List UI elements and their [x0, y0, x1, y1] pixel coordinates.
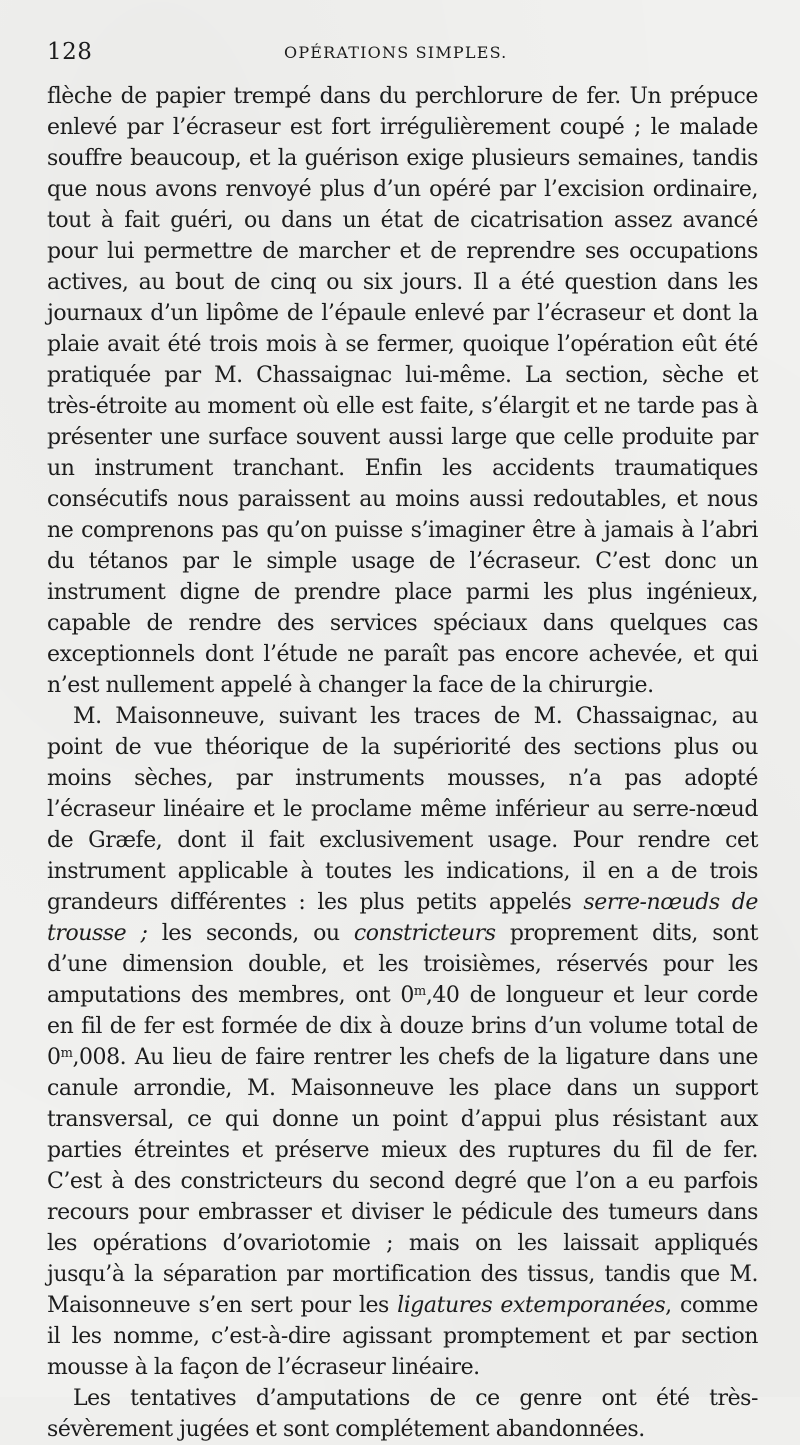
running-title: OPÉRATIONS SIMPLES. [284, 43, 508, 62]
paragraph-2-text-5: ,008. Au lieu de faire rentrer les chefs de la ligature dans une canule arrondie, M. Maisonneuve les place dans un support transversal, ce qui donne un point d’appui plus résistant aux parties étreintes et préserve mieux des ruptures du fil de fer. C’est à des constricteurs du second degré que l’on a eu parfois recours pour embrasser et diviser le pédicule des tumeurs dans les opérations d’ovariotomie ; mais on les laissait appliqués jusqu’à la séparation par mortification des tissus, tandis que M. Maisonneuve s’en sert pour les [47, 1045, 758, 1318]
paragraph-2-italic-2: constricteurs [353, 921, 496, 946]
paragraph-2-text-2: les seconds, ou [147, 921, 354, 946]
body-text [47, 81, 758, 1445]
paragraph-2 [47, 701, 758, 1383]
paragraph-2-text-4: ,40 de longueur et leur corde en fil de fer est formée de dix à douze brins d’un volume total de 0 [47, 983, 758, 1070]
paragraph-2-superscript-2: m [60, 1046, 73, 1061]
paragraph-1 [47, 81, 758, 701]
paragraph-2-text-3: proprement dits, sont d’une dimension double, et les troisièmes, réservés pour les amputations des membres, ont 0 [47, 921, 758, 1008]
running-head [47, 33, 758, 71]
paragraph-2-text-6: , comme il les nomme, c’est-à-dire agissant promptement et par section mousse à la façon de l’écraseur linéaire. [47, 1293, 758, 1380]
paragraph-2-superscript-1: m [413, 984, 426, 999]
page-number: 128 [47, 39, 93, 65]
paragraph-2-italic-1: serre-nœuds de trousse ; [47, 890, 758, 946]
paragraph-3 [47, 1383, 758, 1445]
paragraph-2-text-1: M. Maisonneuve, suivant les traces de M. Chassaignac, au point de vue théorique de la supériorité des sections plus ou moins sèches, par instruments mousses, n’a pas adopté l’écraseur linéaire et le proclame même inférieur au serre-nœud de Græfe, dont il fait exclusivement usage. Pour rendre cet instrument applicable à toutes les indications, il en a de trois grandeurs différentes : les plus petits appelés [47, 704, 758, 915]
paragraph-1-text: flèche de papier trempé dans du perchlorure de fer. Un prépuce enlevé par l’écraseur est fort irrégulièrement coupé ; le malade souffre beaucoup, et la guérison exige plusieurs semaines, tandis que nous avons renvoyé plus d’un opéré par l’excision ordinaire, tout à fait guéri, ou dans un état de cicatrisation assez avancé pour lui permettre de marcher et de reprendre ses occupations actives, au bout de cinq ou six jours. Il a été question dans les journaux d’un lipôme de l’épaule enlevé par l’écraseur et dont la plaie avait été trois mois à se fermer, quoique l’opération eût été pratiquée par M. Chassaignac lui-même. La section, sèche et très-étroite au moment où elle est faite, s’élargit et ne tarde pas à présenter une surface souvent aussi large que celle produite par un instrument tranchant. Enfin les accidents traumatiques consécutifs nous paraissent au moins aussi redoutables, et nous ne comprenons pas qu’on puisse s’imaginer être à jamais à l’abri du tétanos par le simple usage de l’écraseur. C’est donc un instrument digne de prendre place parmi les plus ingénieux, capable de rendre des services spéciaux dans quelques cas exceptionnels dont l’étude ne paraît pas encore achevée, et qui n’est nullement appelé à changer la face de la chirurgie. [47, 84, 758, 698]
paragraph-3-text: Les tentatives d’amputations de ce genre ont été très-sévèrement jugées et sont complétement abandonnées. [47, 1386, 758, 1442]
paragraph-2-italic-3: ligatures extemporanées [397, 1293, 666, 1318]
